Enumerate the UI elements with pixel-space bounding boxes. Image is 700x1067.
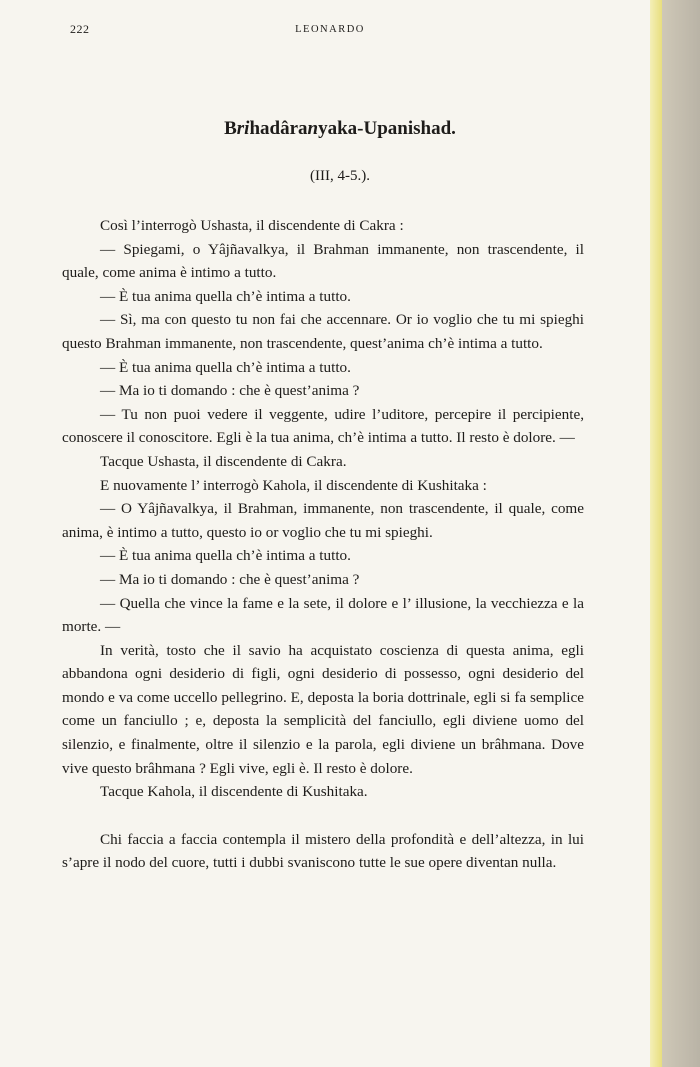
title-part-2: ri [236, 118, 250, 139]
paragraph: Così l’interrogò Ushasta, il discendente di Cakra : [100, 217, 404, 234]
page-number: 222 [70, 22, 90, 36]
title-part-3: hadâra [249, 118, 308, 139]
paragraph: — È tua anima quella ch’è intima a tutto. [100, 358, 351, 376]
paragraph: Chi faccia a faccia contempla il mistero della profondità e dell’altezza, in lui s’apre il nodo del cuore, tutti i dubbi svaniscono tutte le sue opere diventan nulla. [62, 830, 584, 872]
paragraph: — È tua anima quella ch’è intima a tutto. [100, 547, 351, 565]
paragraph: Tacque Ushasta, il discendente di Cakra. [100, 452, 347, 470]
title-part-1: B [224, 118, 237, 139]
page-header [70, 22, 590, 42]
book-edge [662, 0, 700, 1067]
paragraph: — Ma io ti domando : che è quest’anima ? [100, 570, 360, 588]
paragraph: — È tua anima quella ch’è intima a tutto. [100, 287, 351, 305]
paragraph: — Sì, ma con questo tu non fai che accennare. Or io voglio che tu mi spieghi questo Brahman immanente, non trascendente, quest’anima ch’è intima a tutto. [62, 311, 584, 352]
paragraph: In verità, tosto che il savio ha acquistato coscienza di questa anima, egli abbandona ogni desiderio di figli, ogni desiderio di possesso, ogni desiderio del mondo e va come uccello pellegrino. E, deposta la boria dottrinale, egli si fa semplice come un fanciullo ; e, deposta la semplicità del fanciullo, egli diviene uomo del silenzio, e finalmente, oltre il silenzio e la parola, egli diviene un brâhmana. Dove vive questo brâhmana ? Egli vive, egli è. Il resto è dolore. [62, 641, 584, 777]
page-edge [650, 0, 662, 1067]
paragraph: — Ma io ti domando : che è quest’anima ? [100, 382, 360, 400]
chapter-title [70, 118, 610, 140]
chapter-reference: (III, 4-5.). [310, 168, 370, 184]
paragraph: E nuovamente l’ interrogò Kahola, il discendente di Kushitaka : [100, 476, 487, 494]
paragraph: — Tu non puoi vedere il veggente, udire l’uditore, percepire il percipiente, conoscere il conoscitore. Egli è la tua anima, ch’è intima a tutto. Il resto è dolore. — [62, 405, 584, 447]
paragraph: — Spiegami, o Yâjñavalkya, il Brahman immanente, non trascendente, il quale, come anima è intimo a tutto. [62, 240, 584, 282]
title-part-4: n [307, 118, 319, 139]
paragraph: — O Yâjñavalkya, il Brahman, immanente, non trascendente, il quale, come anima, è intimo a tutto, questo io or voglio che tu mi spieghi. [62, 500, 584, 541]
running-head: LEONARDO [295, 24, 365, 35]
title-part-5: yaka-Upanishad. [318, 118, 456, 139]
body-text [62, 214, 584, 875]
paragraph: Tacque Kahola, il discendente di Kushitaka. [100, 783, 368, 801]
paragraph: — Quella che vince la fame e la sete, il dolore e l’ illusione, la vecchiezza e la morte. — [62, 594, 584, 636]
